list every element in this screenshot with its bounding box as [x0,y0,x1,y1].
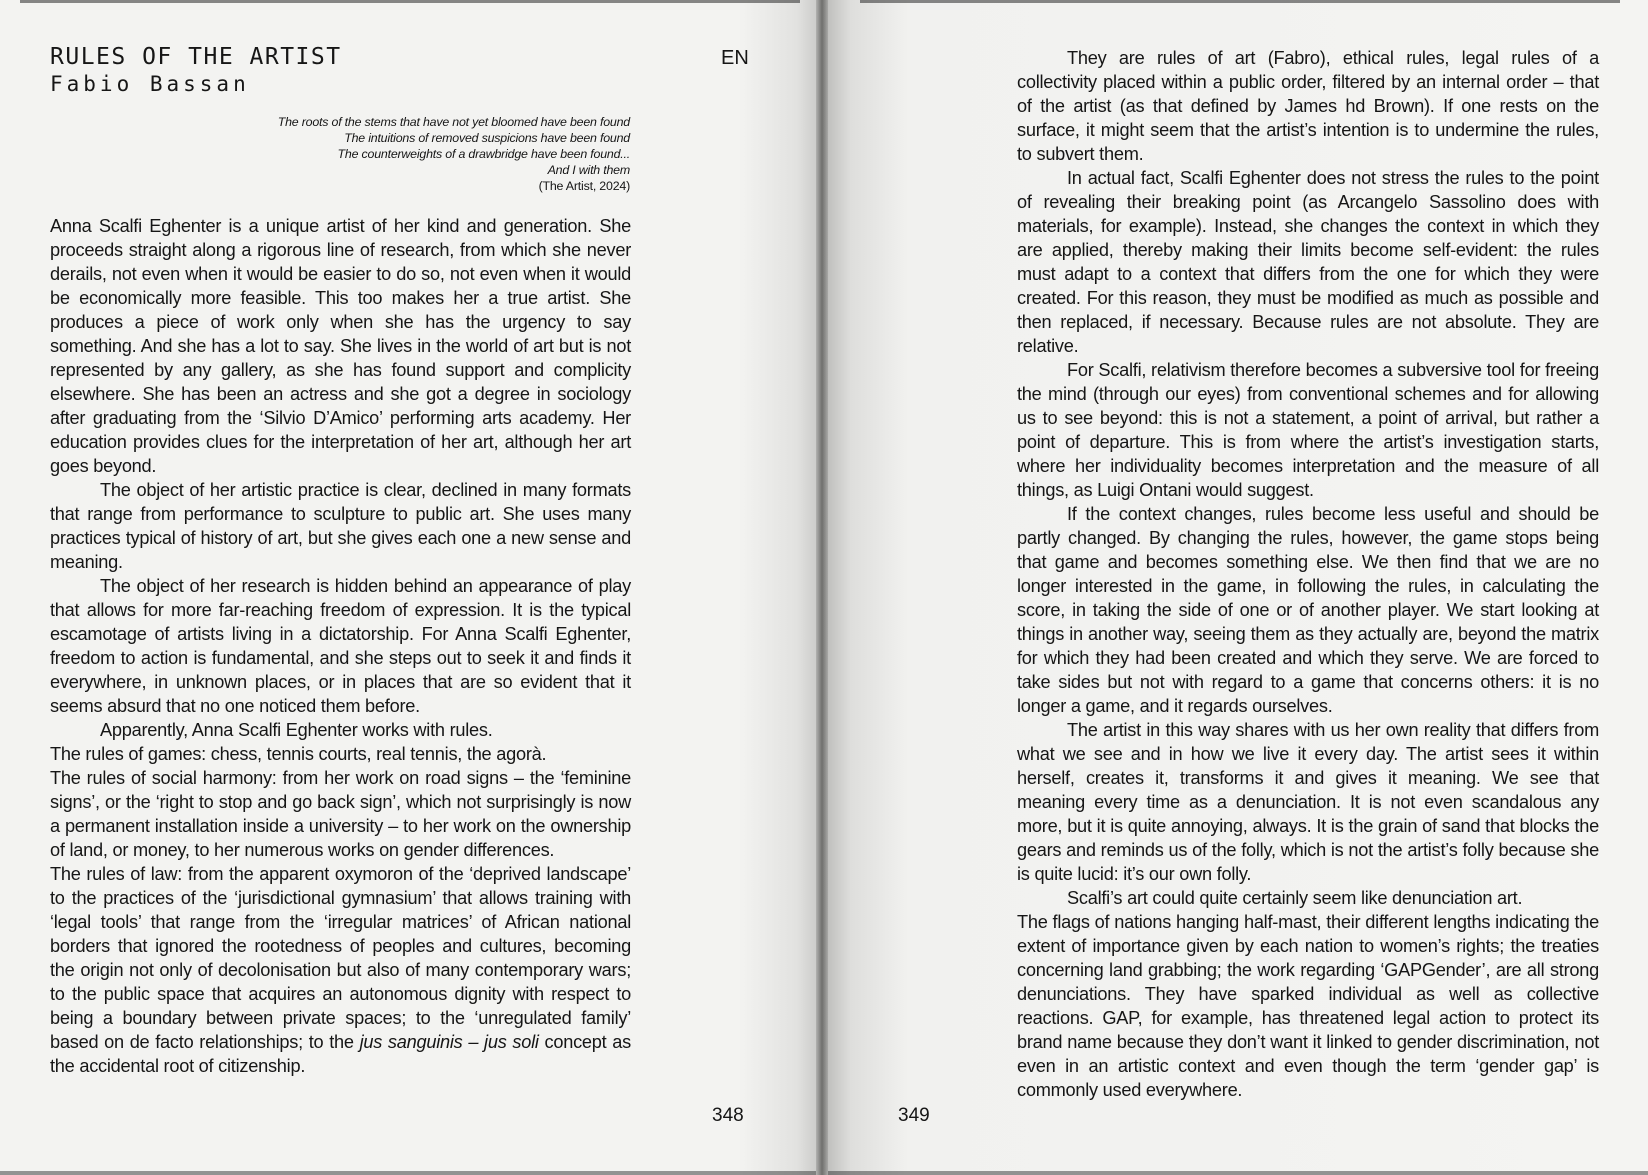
page-edge-bottom [828,1171,1648,1175]
epigraph-source: (The Artist, 2024) [538,179,630,193]
language-label: EN [721,47,749,69]
page-number-right: 349 [898,1105,930,1126]
epigraph-line: The intuitions of removed suspicions have been found [344,131,630,145]
text-run: The rules of law: from the apparent oxymoron of the ‘deprived landscape’ to the practices of the ‘jurisdictional gymnasium’ that allows training with ‘legal tools’ that range from the ‘irregular matrices’ of African national borders that ignored the rootedness of peoples and cultures, becoming the origin not only of decolonisation but also of many contemporary wars; to the public space that acquires an autonomous dignity with respect to being a boundary between private spaces; to the ‘unregulated family’ based on de facto relationships; to the [50,864,631,1052]
paragraph: If the context changes, rules become less useful and should be partly changed. By changing the rules, however, the game stops being that game and becomes something else. We then find that we are no longer interested in the game, in following the rules, in calculating the score, in taking the side of one or of another player. We start looking at things in another way, seeing them as they actually are, beyond the matrix for which they had been created and which they serve. We are forced to take sides but not with regard to a game that concerns others: it is no longer a game, and it regards ourselves. [1017,504,1599,716]
left-page [0,0,821,1175]
paragraph: In actual fact, Scalfi Eghenter does not stress the rules to the point of revealing their breaking point (as Arcangelo Sassolino does with materials, for example). Instead, she changes the context in which they are applied, thereby making their limits become self-evident: the rules must adapt to a context that differs from the one for which they were created. For this reason, they must be modified as much as possible and then replaced, if necessary. Because rules are not absolute. They are relative. [1017,168,1599,356]
paragraph: They are rules of art (Fabro), ethical rules, legal rules of a collectivity placed within a public order, filtered by an internal order – that of the artist (as that defined by James hd Brown). If one rests on the surface, it might seem that the artist’s intention is to undermine the rules, to subvert them. [1017,48,1599,164]
right-body-text [1017,46,1599,1102]
paragraph: The rules of games: chess, tennis courts, real tennis, the agorà. [50,744,547,764]
left-body-text [50,214,631,1078]
page-number-left: 348 [712,1105,744,1126]
paragraph: The object of her artistic practice is clear, declined in many formats that range from performance to sculpture to public art. She uses many practices typical of history of art, but she gives each one a new sense and meaning. [50,480,631,572]
paragraph: The artist in this way shares with us her own reality that differs from what we see and in how we live it every day. The artist sees it within herself, creates it, transforms it and gives it meaning. We see that meaning every time as a denunciation. It is not even scandalous any more, but it is quite annoying, always. It is the grain of sand that blocks the gears and reminds us of the folly, which is not the artist’s folly because she is quite lucid: it’s our own folly. [1017,720,1599,884]
paragraph: Apparently, Anna Scalfi Eghenter works with rules. [100,720,493,740]
paragraph: For Scalfi, relativism therefore becomes a subversive tool for freeing the mind (through our eyes) from conventional schemes and for allowing us to see beyond: this is not a statement, a point of arrival, but rather a point of departure. This is from where the artist’s investigation starts, where her individuality becomes interpretation and the measure of all things, as Luigi Ontani would suggest. [1017,360,1599,500]
page-edge-top [860,0,1620,3]
epigraph [160,114,630,194]
paragraph: The rules of social harmony: from her work on road signs – the ‘feminine signs’, or the ‘right to stop and go back sign’, which not surprisingly is now a permanent installation inside a university – to her work on the ownership of land, or money, to her numerous works on gender differences. [50,768,631,860]
epigraph-line: And I with them [547,163,630,177]
page-edge-bottom [0,1171,816,1175]
paragraph [50,862,631,1078]
paragraph: Anna Scalfi Eghenter is a unique artist of her kind and generation. She proceeds straight along a rigorous line of research, from which she never derails, not even when it would be easier to do so, not even when it would be economically more feasible. This too makes her a true artist. She produces a piece of work only when she has the urgency to say something. And she has a lot to say. She lives in the world of art but is not represented by any gallery, as she has found support and complicity elsewhere. She has been an actress and she got a degree in sociology after graduating from the ‘Silvio D’Amico’ performing arts academy. Her education provides clues for the interpretation of her art, although her art goes beyond. [50,216,631,476]
page-edge-top [20,0,800,3]
paragraph: The flags of nations hanging half-mast, their different lengths indicating the extent of importance given by each nation to women’s rights; the treaties concerning land grabbing; the work regarding ‘GAPGender’, are all strong denunciations. They have sparked individual as well as collective reactions. GAP, for example, has threatened legal action to protect its brand name because they don’t want it linked to gender discrimination, not even in an artistic context and even though the term ‘gender gap’ is commonly used everywhere. [1017,912,1599,1100]
book-gutter [816,0,828,1175]
italic-term: jus sanguinis – jus soli [359,1032,539,1052]
epigraph-line: The counterweights of a drawbridge have been found... [337,147,630,161]
article-title: RULES OF THE ARTIST [50,44,342,70]
paragraph: The object of her research is hidden behind an appearance of play that allows for more far-reaching freedom of expression. It is the typical escamotage of artists living in a dictatorship. For Anna Scalfi Eghenter, freedom to action is fundamental, and she steps out to seek it and finds it everywhere, in unknown places, or in places that are so evident that it seems absurd that no one noticed them before. [50,576,631,716]
paragraph: Scalfi’s art could quite certainly seem like denunciation art. [1067,888,1523,908]
epigraph-line: The roots of the stems that have not yet bloomed have been found [277,115,630,129]
author-name: Fabio Bassan [50,72,250,96]
text-run: concept as the accidental root of citizenship. [50,1032,631,1076]
